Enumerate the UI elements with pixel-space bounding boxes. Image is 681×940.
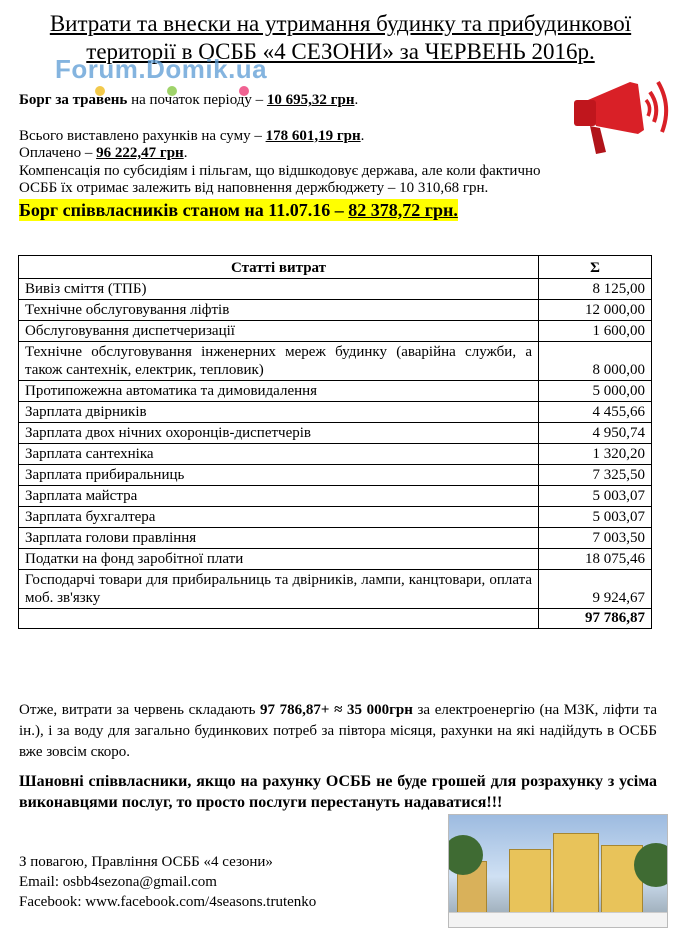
- expense-value: 7 003,50: [539, 528, 652, 549]
- expense-name: Господарчі товари для прибиральниць та двірників, лампи, канцтовари, оплата моб. зв'язку: [19, 570, 539, 609]
- expense-name: Вивіз сміття (ТПБ): [19, 279, 539, 300]
- expense-name: Зарплата сантехніка: [19, 444, 539, 465]
- table-row: [19, 300, 652, 321]
- table-row: [19, 381, 652, 402]
- expense-name: Податки на фонд заробітної плати: [19, 549, 539, 570]
- table-row: [19, 321, 652, 342]
- expenses-table: [18, 255, 652, 629]
- conclusion-part-2: за електроенергію (на МЗК, ліфти та ін.), і за воду для загально будинкових потреб за півтора місяця, рахунки на які надійдуть в ОСББ вже зовсім скоро.: [19, 702, 658, 760]
- conclusion-paragraph: [19, 700, 657, 763]
- expense-name: Зарплата двох нічних охоронців-диспетчерів: [19, 423, 539, 444]
- header-sum: Σ: [539, 256, 652, 279]
- expense-value: 18 075,46: [539, 549, 652, 570]
- paid-value: 96 222,47 грн: [96, 145, 184, 161]
- prev-debt-text: на початок періоду –: [127, 92, 267, 108]
- regards-line: З повагою, Правління ОСББ «4 сезони»: [19, 854, 273, 870]
- compensation-line-1: Компенсація по субсидіям і пільгам, що відшкодовує держава, але коли фактично: [19, 162, 541, 179]
- prev-debt-value: 10 695,32 грн: [266, 92, 355, 108]
- expense-value: 12 000,00: [539, 300, 652, 321]
- prev-debt-label: Борг за травень: [19, 92, 128, 108]
- table-row: [19, 549, 652, 570]
- expense-value: 9 924,67: [539, 570, 652, 609]
- watermark: Forum.Domik.ua: [55, 54, 268, 84]
- conclusion-highlight: 97 786,87+ ≈ 35 000грн: [260, 702, 413, 718]
- table-row: [19, 570, 652, 609]
- table-row: [19, 486, 652, 507]
- facebook-line: Facebook: www.facebook.com/4seasons.trutenko: [19, 894, 317, 910]
- expense-value: 4 950,74: [539, 423, 652, 444]
- table-row: [19, 444, 652, 465]
- expense-value: 4 455,66: [539, 402, 652, 423]
- expense-name: Зарплата голови правління: [19, 528, 539, 549]
- expense-value: 1 600,00: [539, 321, 652, 342]
- summary-block: Борг за травень на початок періоду – 10 695,32 грн. Всього виставлено рахунків на суму – 178 601,19 грн. Оплачено – 96 222,47 грн. Компенсація по субсидіям і пільгам, що відшкодовує держава, але коли фактично ОСББ їх отримає залежить від наповнення держбюджету – 10 310,68 грн. Борг співвласників станом на 11.07.16 – 82 378,72 грн.: [19, 92, 639, 221]
- conclusion-part-1: Отже, витрати за червень складають: [19, 702, 261, 718]
- expense-name: Зарплата двірників: [19, 402, 539, 423]
- expense-name: Зарплата бухгалтера: [19, 507, 539, 528]
- expense-value: 1 320,20: [539, 444, 652, 465]
- table-row: [19, 423, 652, 444]
- expense-name: Протипожежна автоматика та димовидалення: [19, 381, 539, 402]
- total-value: 97 786,87: [539, 609, 652, 629]
- expense-value: 5 003,07: [539, 486, 652, 507]
- compensation-line-2: ОСББ їх отримає залежить від наповнення держбюджету – 10 310,68 грн.: [19, 180, 489, 196]
- contacts-block: [19, 852, 316, 912]
- expense-name: Зарплата прибиральниць: [19, 465, 539, 486]
- expense-value: 7 325,50: [539, 465, 652, 486]
- expense-name: Технічне обслуговування інженерних мереж будинку (аварійна служби, а також сантехнік, електрик, тепловик): [19, 342, 539, 381]
- page-title: Витрати та внески на утримання будинку та прибудинкової території в ОСББ «4 СЕЗОНИ» за ЧЕРВЕНЬ 2016р.: [49, 11, 632, 64]
- table-row: [19, 342, 652, 381]
- paid-text: Оплачено –: [19, 145, 97, 161]
- debt-banner-text: Борг співвласників станом на 11.07.16 –: [19, 199, 349, 220]
- expense-value: 8 125,00: [539, 279, 652, 300]
- table-row: [19, 507, 652, 528]
- billed-text: Всього виставлено рахунків на суму –: [19, 127, 266, 144]
- table-row: [19, 279, 652, 300]
- email-line: Email: osbb4sezona@gmail.com: [19, 874, 217, 890]
- expense-name: Обслуговування диспетчеризації: [19, 321, 539, 342]
- table-row: [19, 465, 652, 486]
- warning-paragraph: Шановні співвласники, якщо на рахунку ОСББ не буде грошей для розрахунку з усіма виконавцями послуг, то просто послуги перестануть надаватися!!!: [19, 773, 657, 811]
- debt-banner-value: 82 378,72 грн.: [348, 199, 458, 220]
- expense-name: Технічне обслуговування ліфтів: [19, 300, 539, 321]
- table-row: [19, 402, 652, 423]
- expense-value: 5 003,07: [539, 507, 652, 528]
- table-row: [19, 528, 652, 549]
- expense-name: Зарплата майстра: [19, 486, 539, 507]
- header-item: Статті витрат: [19, 256, 539, 279]
- expense-value: 5 000,00: [539, 381, 652, 402]
- debt-banner: [19, 199, 458, 221]
- billed-value: 178 601,19 грн: [265, 127, 361, 144]
- building-photo: [448, 814, 668, 928]
- expense-value: 8 000,00: [539, 342, 652, 381]
